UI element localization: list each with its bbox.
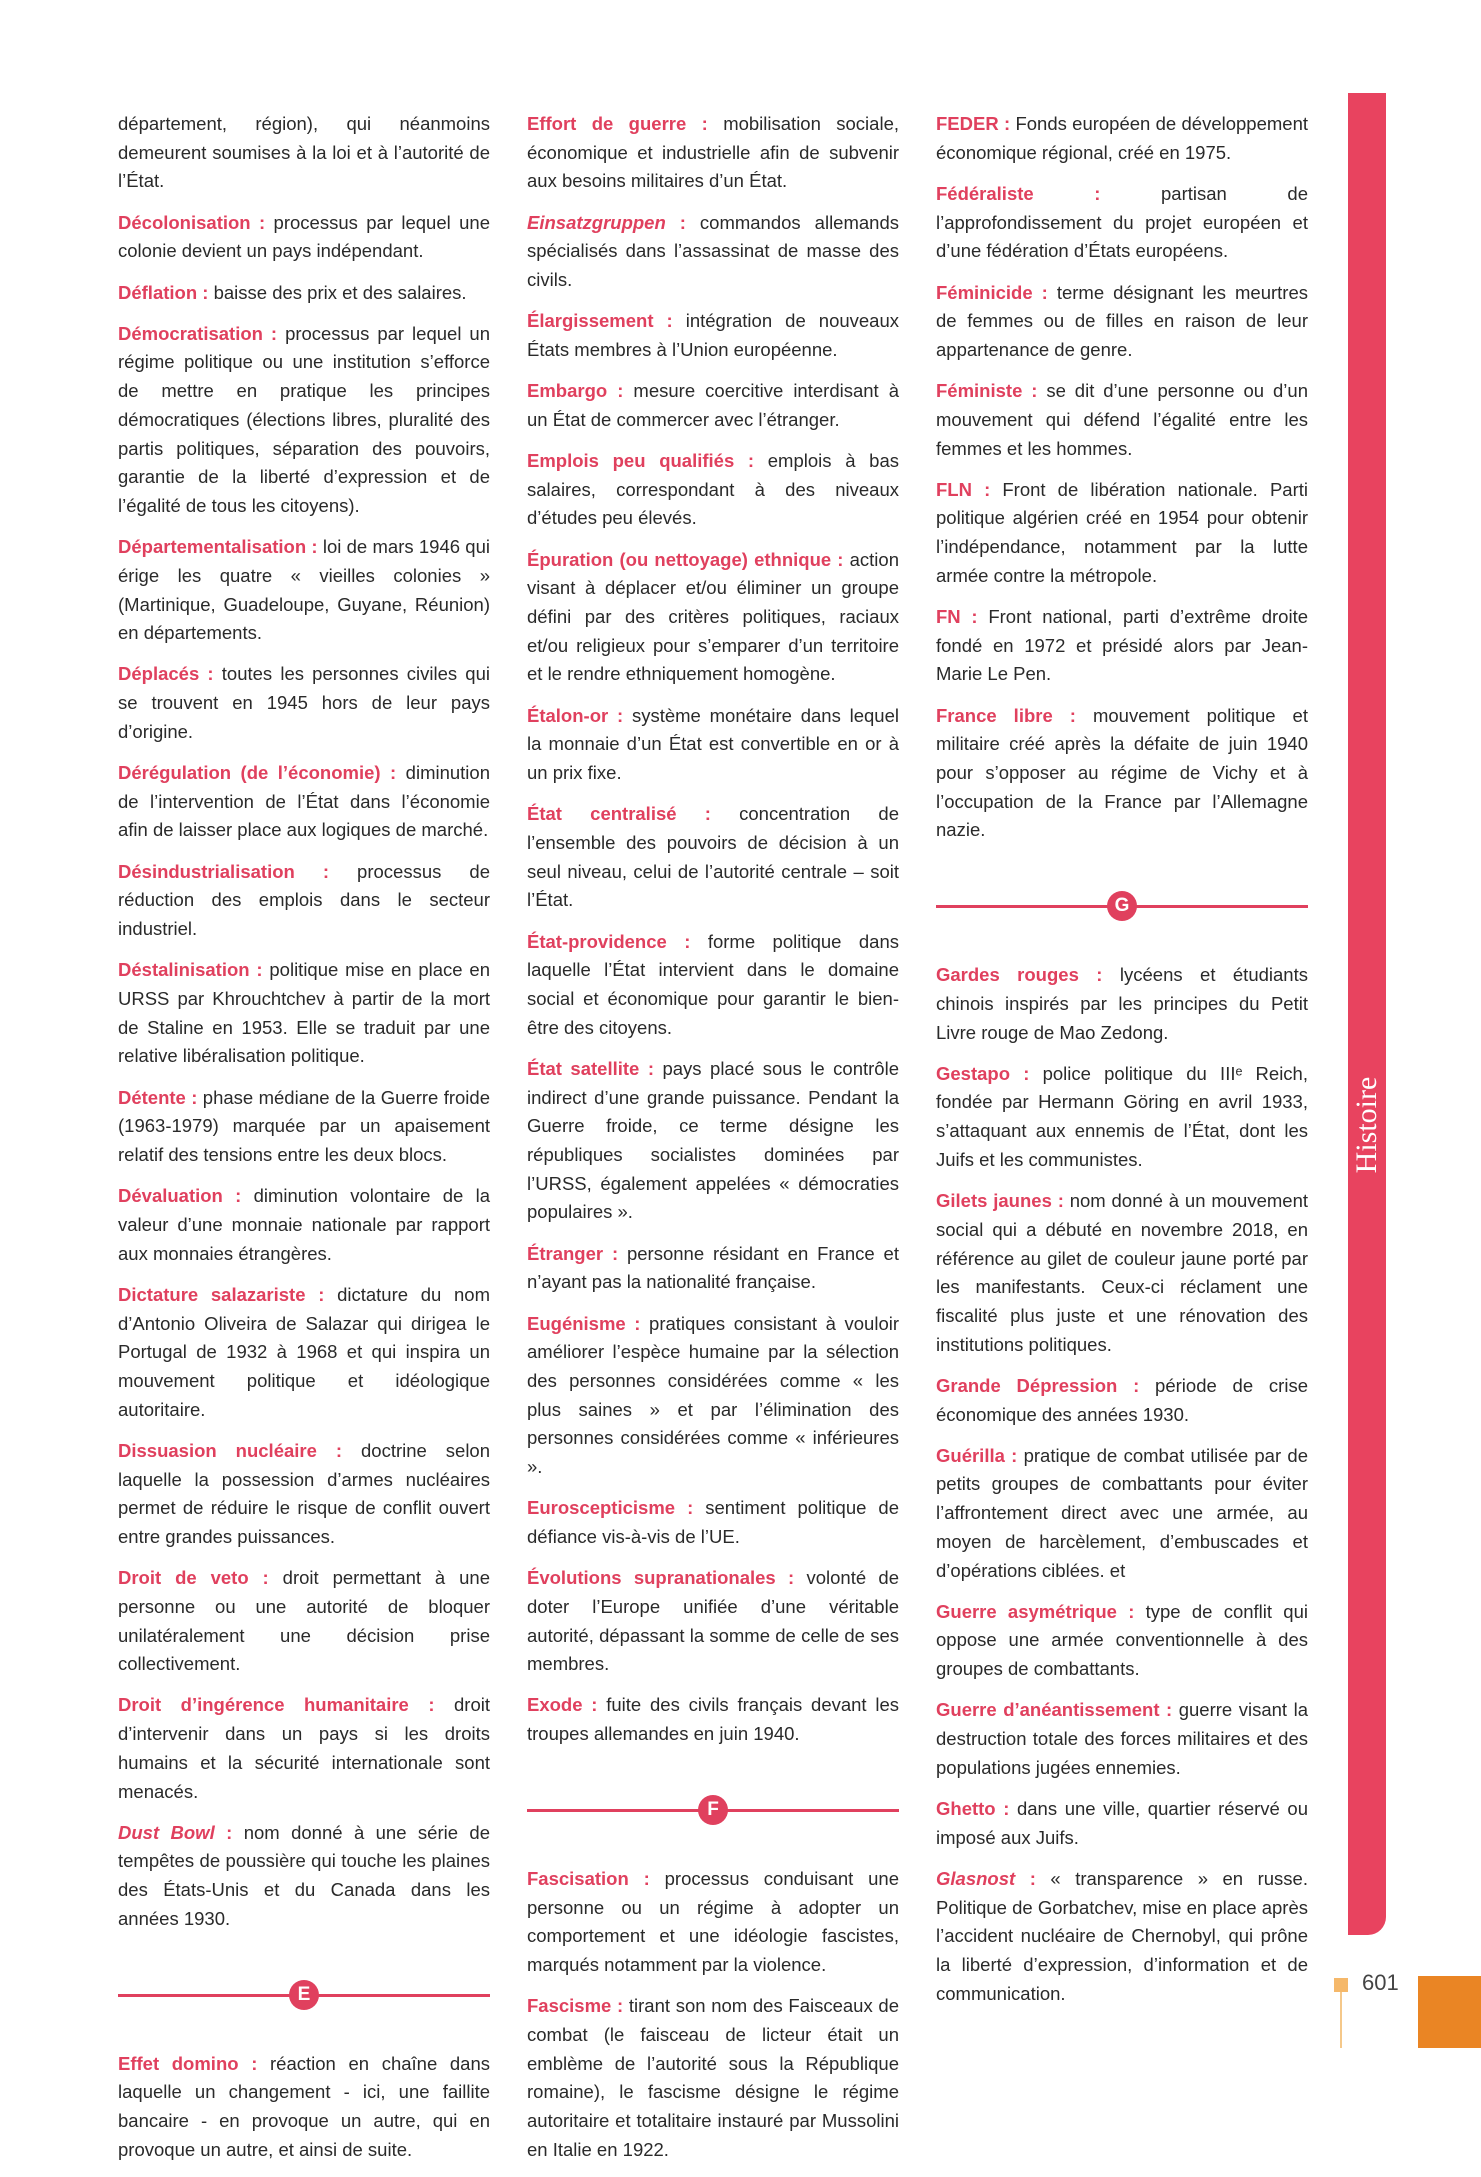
glossary-entry	[527, 1564, 899, 1679]
glossary-entry	[527, 1865, 899, 1980]
page-number-rule	[1340, 1992, 1342, 2048]
glossary-entry	[118, 2050, 490, 2165]
glossary-definition: département, région), qui néanmoins demeurent soumises à la loi et à l’autorité de l’État.	[118, 113, 490, 192]
section-divider-f	[527, 1795, 899, 1825]
glossary-definition: Fonds européen de développement économique régional, créé en 1975.	[936, 113, 1309, 163]
glossary-entry	[936, 1865, 1308, 2009]
glossary-term: Embargo :	[527, 380, 624, 402]
glossary-definition: processus par lequel un régime politique ou une institution s’efforce de mettre en pratique les principes démocratiques (élections libres, pluralité des partis politiques, séparation des pouvoirs, garantie de la liberté d’expression et de l’égalité de tous les citoyens).	[118, 322, 490, 516]
glossary-definition: mesure coercitive interdisant à un État de commercer avec l’étranger.	[527, 380, 900, 430]
glossary-entry	[118, 1564, 490, 1679]
glossary-entry	[527, 1992, 899, 2164]
glossary-definition: Front de libération nationale. Parti politique algérien créé en 1954 pour obtenir l’indépendance, notamment par la lutte armée contre la métropole.	[936, 478, 1308, 586]
glossary-definition: toutes les personnes civiles qui se trouvent en 1945 hors de leur pays d’origine.	[118, 663, 490, 742]
glossary-term: État centralisé :	[527, 803, 711, 825]
glossary-term: Euroscepticisme :	[527, 1497, 694, 1519]
page-corner-block	[1418, 1976, 1481, 2048]
section-letter-badge: F	[698, 1795, 728, 1825]
glossary-entry	[936, 1187, 1308, 1359]
glossary-entry	[118, 660, 490, 746]
glossary-definition: concentration de l’ensemble des pouvoirs de décision à un seul niveau, celui de l’autorité centrale – soit l’État.	[527, 803, 899, 911]
glossary-term: Déstalinisation :	[118, 959, 263, 981]
glossary-term: Eugénisme :	[527, 1312, 641, 1334]
section-letter-badge: G	[1107, 891, 1137, 921]
glossary-definition: se dit d’une personne ou d’un mouvement qui défend l’égalité entre les femmes et les hommes.	[936, 380, 1308, 459]
glossary-entry	[936, 1795, 1308, 1852]
glossary-entry	[118, 1281, 490, 1425]
glossary-definition: processus par lequel une colonie devient un pays indépendant.	[118, 211, 490, 262]
glossary-definition: loi de mars 1946 qui érige les quatre « vieilles colonies » (Martinique, Guadeloupe, Guyane, Réunion) en départements.	[118, 536, 490, 644]
glossary-definition: doctrine selon laquelle la possession d’armes nucléaires permet de réduire le risque de conflit ouvert entre grandes puissances.	[118, 1439, 491, 1547]
glossary-definition: guerre visant la destruction totale des forces militaires et des populations jugées ennemies.	[936, 1699, 1309, 1778]
glossary-entry	[527, 1055, 899, 1227]
glossary-definition: politique mise en place en URSS par Khrouchtchev à partir de la mort de Staline en 1953. Elle se traduit par une relative libéralisation politique.	[118, 959, 490, 1067]
glossary-term: Évolutions supranationales :	[527, 1567, 795, 1589]
glossary-term: Déflation :	[118, 281, 209, 303]
glossary-term: Droit d’ingérence humanitaire :	[118, 1694, 435, 1716]
glossary-definition: commandos allemands spécialisés dans l’assassinat de masse des civils.	[527, 211, 899, 291]
glossary-entry	[936, 1060, 1308, 1175]
glossary-definition: volonté de doter l’Europe unifiée d’une véritable autorité, dépassant la somme de celle de ses membres.	[527, 1567, 899, 1675]
section-divider-e	[118, 1980, 490, 2010]
glossary-term-colon: :	[1015, 1867, 1036, 1889]
glossary-definition: processus conduisant une personne ou un régime à adopter un comportement et une idéologie fascistes, marqués notamment par la violence.	[527, 1867, 899, 1975]
glossary-term: Féminicide :	[936, 281, 1048, 303]
glossary-definition: pratique de combat utilisée par de petits groupes de combattants pour éviter l’affrontement direct avec une armée, au moyen de harcèlement, d’embuscades et d’opérations ciblées. et	[936, 1444, 1308, 1581]
glossary-entry	[936, 1696, 1308, 1782]
glossary-definition: droit d’intervenir dans un pays si les droits humains et la sécurité internationale sont menacés.	[118, 1694, 490, 1802]
glossary-term: Gardes rouges :	[936, 964, 1103, 986]
section-tab-label: Histoire	[1350, 1076, 1383, 1174]
section-divider-g	[936, 891, 1308, 921]
glossary-term: État-providence :	[527, 930, 691, 952]
glossary-term: Guerre asymétrique :	[936, 1600, 1135, 1622]
glossary-entry	[527, 110, 899, 196]
glossary-entry	[936, 180, 1308, 266]
glossary-term: État satellite :	[527, 1057, 654, 1079]
glossary-term: Départementalisation :	[118, 536, 318, 558]
glossary-entry	[936, 961, 1308, 1047]
glossary-term: Ghetto :	[936, 1797, 1010, 1819]
glossary-definition: nom donné à un mouvement social qui a débuté en novembre 2018, en référence au gilet de couleur jaune porté par les manifestants. Ceux-ci réclament une fiscalité plus juste et une rénovation des institutions politiques.	[936, 1190, 1308, 1355]
glossary-term: France libre :	[936, 704, 1076, 726]
glossary-entry	[936, 1598, 1308, 1684]
glossary-entry	[527, 1240, 899, 1297]
glossary-entry	[118, 759, 490, 845]
glossary-definition: pratiques consistant à vouloir améliorer l’espèce humaine par la sélection des personnes considérées comme « les plus saines » et par l’élimination des personnes considérées comme « inférieures ».	[527, 1312, 899, 1478]
glossary-definition: mobilisation sociale, économique et industrielle afin de subvenir aux besoins militaires d’un État.	[527, 113, 899, 192]
glossary-term: Emplois peu qualifiés :	[527, 450, 755, 472]
glossary-definition: forme politique dans laquelle l’État intervient dans le domaine social et économique pour garantir le bien-être des citoyens.	[527, 930, 900, 1038]
glossary-term: Épuration (ou nettoyage) ethnique :	[527, 548, 844, 570]
glossary-term: Étranger :	[527, 1242, 619, 1264]
glossary-term: Fascisation :	[527, 1867, 650, 1889]
glossary-definition: fuite des civils français devant les troupes allemandes en juin 1940.	[527, 1694, 899, 1745]
glossary-entry	[527, 702, 899, 788]
glossary-definition: type de conflit qui oppose une armée conventionnelle à des groupes de combattants.	[936, 1600, 1308, 1680]
glossary-definition: personne résidant en France et n’ayant pas la nationalité française.	[527, 1242, 899, 1293]
glossary-definition: dans une ville, quartier réservé ou imposé aux Juifs.	[936, 1797, 1308, 1848]
glossary-entry	[527, 1310, 899, 1482]
glossary-term: Dérégulation (de l’économie) :	[118, 762, 397, 784]
glossary-term: Effet domino :	[118, 2052, 258, 2074]
glossary-term: Gestapo :	[936, 1062, 1030, 1084]
glossary-term-colon: :	[665, 211, 686, 233]
glossary-term: Détente :	[118, 1086, 198, 1108]
glossary-definition: intégration de nouveaux États membres à l’Union européenne.	[527, 310, 900, 360]
glossary-term: Désindustrialisation :	[118, 860, 330, 882]
glossary-definition: réaction en chaîne dans laquelle un changement - ici, une faillite bancaire - en provoque un autre, qui en provoque un autre, et ainsi de suite.	[118, 2052, 490, 2160]
glossary-definition: nom donné à une série de tempêtes de poussière qui touche les plaines des États-Unis et du Canada dans les années 1930.	[118, 1821, 490, 1929]
glossary-term: Féministe :	[936, 380, 1038, 402]
glossary-term: FLN :	[936, 478, 991, 500]
glossary-entry	[936, 702, 1308, 846]
glossary-term: Grande Dépression :	[936, 1374, 1140, 1396]
glossary-entry	[936, 476, 1308, 591]
glossary-entry	[118, 320, 490, 521]
glossary-term: FN :	[936, 606, 978, 628]
glossary-entry	[118, 110, 490, 196]
glossary-definition: police politique du IIIᵉ Reich, fondée par Hermann Göring en avril 1933, s’attaquant aux ennemis de l’État, dont les Juifs et les communistes.	[936, 1062, 1308, 1170]
glossary-entry	[936, 279, 1308, 365]
glossary-term: Dictature salazariste :	[118, 1283, 325, 1305]
glossary-definition: « transparence » en russe. Politique de Gorbatchev, mise en place après l’accident nucléaire de Chernobyl, qui prône la liberté d’expression, d’information et de communication.	[936, 1867, 1308, 2004]
glossary-definition: baisse des prix et des salaires.	[208, 281, 467, 303]
glossary-term: Glasnost	[936, 1867, 1016, 1889]
glossary-term: Dissuasion nucléaire :	[118, 1439, 343, 1461]
glossary-definition: système monétaire dans lequel la monnaie d’un État est convertible en or à un prix fixe.	[527, 704, 899, 784]
glossary-term-colon: :	[214, 1821, 233, 1843]
glossary-entry	[118, 956, 490, 1071]
glossary-term: Démocratisation :	[118, 322, 278, 344]
glossary-definition: action visant à déplacer et/ou éliminer un groupe défini par des critères politiques, raciaux et/ou religieux pour s’emparer d’un territoire et le rendre ethniquement homogène.	[527, 548, 900, 685]
glossary-term: Fascisme :	[527, 1995, 624, 2017]
glossary-term: Dust Bowl	[118, 1821, 215, 1843]
glossary-definition: période de crise économique des années 1930.	[936, 1374, 1308, 1425]
glossary-term: Dévaluation :	[118, 1185, 242, 1207]
glossary-entry	[527, 1494, 899, 1551]
glossary-entry	[527, 377, 899, 434]
glossary-definition: droit permettant à une personne ou une autorité de bloquer unilatéralement une décision prise collectivement.	[118, 1567, 491, 1675]
glossary-term: Einsatzgruppen	[527, 211, 666, 233]
glossary-definition: mouvement politique et militaire créé après la défaite de juin 1940 pour s’opposer au régime de Vichy et à l’occupation de la France par l’Allemagne nazie.	[936, 704, 1308, 841]
glossary-entry	[527, 546, 899, 690]
glossary-entry	[936, 110, 1308, 167]
glossary-entry	[118, 1182, 490, 1268]
glossary-definition: diminution de l’intervention de l’État dans l’économie afin de laisser place aux logiques de marché.	[118, 762, 490, 841]
glossary-term: Effort de guerre :	[527, 113, 708, 134]
glossary-entry	[936, 1442, 1308, 1586]
glossary-entry	[527, 447, 899, 533]
glossary-definition: sentiment politique de défiance vis-à-vis de l’UE.	[527, 1497, 899, 1547]
glossary-term: Étalon-or :	[527, 704, 624, 726]
glossary-term: Décolonisation :	[118, 211, 266, 233]
glossary-entry	[527, 1691, 899, 1748]
glossary-entry	[936, 1372, 1308, 1429]
glossary-entry	[527, 209, 899, 295]
glossary-term: Exode :	[527, 1694, 598, 1716]
glossary-entry	[118, 1819, 490, 1934]
glossary-entry	[118, 858, 490, 944]
glossary-definition: partisan de l’approfondissement du projet européen et d’une fédération d’États européens.	[936, 182, 1308, 262]
glossary-entry	[527, 307, 899, 364]
page-number-marker	[1334, 1978, 1348, 1992]
glossary-definition: phase médiane de la Guerre froide (1963-1979) marquée par un apaisement relatif des tensions entre les deux blocs.	[118, 1086, 490, 1165]
glossary-term: Fédéraliste :	[936, 182, 1101, 204]
glossary-entry	[118, 1084, 490, 1170]
glossary-column-1	[118, 110, 490, 2177]
glossary-definition: processus de réduction des emplois dans le secteur industriel.	[118, 860, 490, 940]
glossary-entry	[118, 533, 490, 648]
glossary-term: Déplacés :	[118, 663, 214, 685]
section-tab-histoire	[1348, 93, 1386, 1935]
glossary-entry	[936, 377, 1308, 463]
glossary-term: Gilets jaunes :	[936, 1190, 1064, 1212]
glossary-definition: Front national, parti d’extrême droite fondé en 1972 et présidé alors par Jean-Marie Le Pen.	[936, 606, 1308, 685]
glossary-entry	[527, 800, 899, 915]
glossary-entry	[118, 279, 490, 308]
glossary-definition: terme désignant les meurtres de femmes ou de filles en raison de leur appartenance de genre.	[936, 281, 1308, 360]
glossary-term: Droit de veto :	[118, 1567, 269, 1589]
glossary-term: Guerre d’anéantissement :	[936, 1699, 1173, 1721]
glossary-entry	[527, 928, 899, 1043]
glossary-definition: dictature du nom d’Antonio Oliveira de Salazar qui dirigea le Portugal de 1932 à 1968 et qui inspira un mouvement politique et idéologique autoritaire.	[118, 1283, 490, 1420]
glossary-definition: pays placé sous le contrôle indirect d’une grande puissance. Pendant la Guerre froide, ce terme désigne les républiques socialistes dominées par l’URSS, également appelées « démocraties populaires ».	[527, 1057, 899, 1223]
glossary-entry	[936, 603, 1308, 689]
glossary-definition: lycéens et étudiants chinois inspirés par les principes du Petit Livre rouge de Mao Zedong.	[936, 964, 1308, 1043]
glossary-term: Élargissement :	[527, 310, 673, 332]
glossary-entry	[118, 1437, 490, 1552]
glossary-definition: tirant son nom des Faisceaux de combat (le faisceau de licteur était un emblème de l’autorité sous la République romaine), le fascisme désigne le régime autoritaire et totalitaire instauré par Mussolini en Italie en 1922.	[527, 1995, 899, 2160]
glossary-term: Guérilla :	[936, 1444, 1018, 1466]
page-number: 601	[1362, 1970, 1399, 1995]
glossary-definition: diminution volontaire de la valeur d’une monnaie nationale par rapport aux monnaies étrangères.	[118, 1185, 490, 1264]
glossary-column-3	[936, 110, 1308, 2021]
glossary-term: FEDER :	[936, 113, 1011, 134]
glossary-column-2	[527, 110, 899, 2177]
glossary-entry	[118, 1691, 490, 1806]
glossary-definition: emplois à bas salaires, correspondant à des niveaux d’études peu élevés.	[527, 450, 899, 529]
glossary-entry	[118, 209, 490, 266]
section-letter-badge: E	[289, 1980, 319, 2010]
